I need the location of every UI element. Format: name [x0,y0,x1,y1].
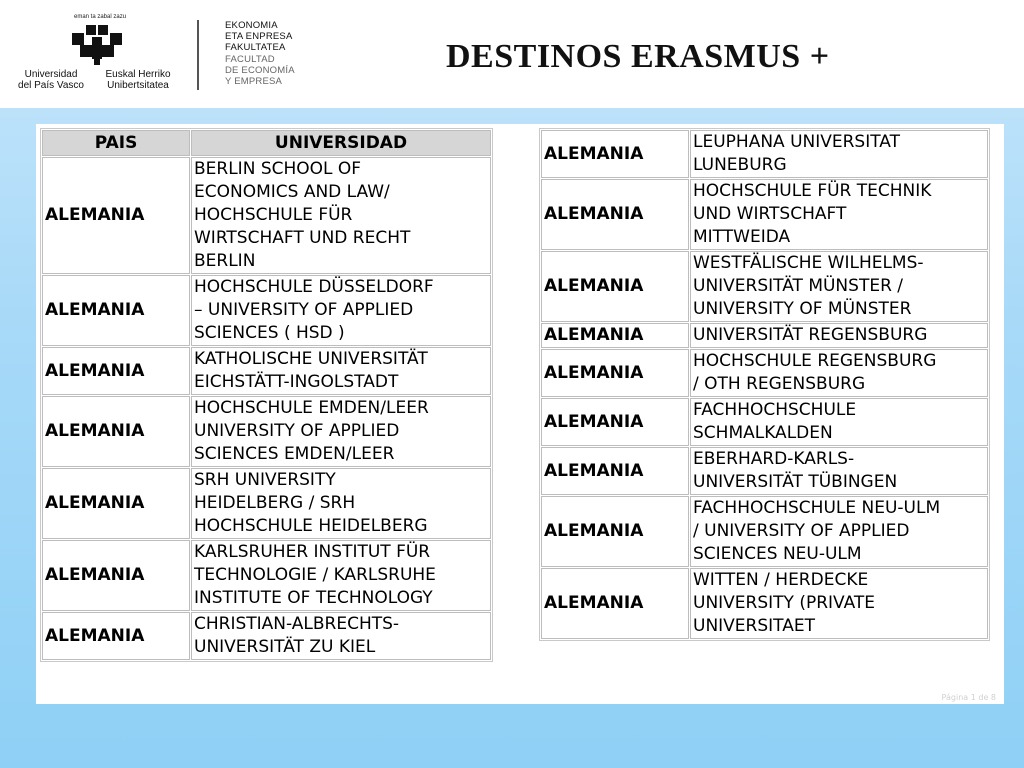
university-name-line: UNIVERSITÄT REGENSBURG [693,325,928,345]
logo-divider [197,20,199,90]
university-cell [191,396,491,467]
country-cell: ALEMANIA [541,251,689,322]
university-name-line: SCIENCES NEU-ULM [693,544,862,564]
upv-motto: eman ta zabal zazu [74,14,127,20]
university-name-line: EICHSTÄTT-INGOLSTADT [194,372,399,392]
university-name-line: HOCHSCHULE DÜSSELDORF [194,277,434,297]
slide-title: DESTINOS ERASMUS + [446,38,830,75]
table-row [541,251,988,322]
university-cell [690,398,988,446]
country-cell: ALEMANIA [541,398,689,446]
country-cell: ALEMANIA [42,612,190,660]
table-row [541,398,988,446]
university-name-line: FACHHOCHSCHULE NEU-ULM [693,498,941,518]
university-name-line: LUNEBURG [693,155,787,175]
university-name-line: BERLIN [194,251,256,271]
country-cell: ALEMANIA [541,130,689,178]
university-cell [690,349,988,397]
country-cell: ALEMANIA [42,396,190,467]
university-cell [191,468,491,539]
country-cell: ALEMANIA [42,540,190,611]
table-row [42,396,491,467]
university-name-line: HOCHSCHULE FÜR TECHNIK [693,181,932,201]
university-name-line: WIRTSCHAFT UND RECHT [194,228,411,248]
slide-header [0,0,1024,108]
column-header-universidad: UNIVERSIDAD [191,130,491,156]
faculty-name-es: FACULTAD DE ECONOMÍA Y EMPRESA [225,54,295,87]
country-cell: ALEMANIA [42,157,190,274]
universities-table-right [539,128,990,641]
faculty-name-eu: EKONOMIA ETA ENPRESA FAKULTATEA [225,20,293,53]
university-name-line: BERLIN SCHOOL OF [194,159,362,179]
university-cell [191,540,491,611]
university-cell [191,347,491,395]
country-cell: ALEMANIA [541,568,689,639]
university-name-line: SRH UNIVERSITY [194,470,336,490]
upv-name-es: Universidad del País Vasco [18,69,84,91]
university-name-line: CHRISTIAN-ALBRECHTS- [194,614,400,634]
university-name-line: EBERHARD-KARLS- [693,449,855,469]
country-cell: ALEMANIA [42,468,190,539]
university-name-line: INSTITUTE OF TECHNOLOGY [194,588,433,608]
university-name-line: ECONOMICS AND LAW/ [194,182,390,202]
university-name-line: KATHOLISCHE UNIVERSITÄT [194,349,428,369]
university-name-line: UND WIRTSCHAFT [693,204,847,224]
university-name-line: – UNIVERSITY OF APPLIED [194,300,414,320]
university-name-line: KARLSRUHER INSTITUT FÜR [194,542,431,562]
university-cell [191,612,491,660]
upv-name-eu: Euskal Herriko Unibertsitatea [105,69,171,91]
table-row [42,612,491,660]
university-cell [191,157,491,274]
university-name-line: HOCHSCHULE FÜR [194,205,353,225]
page-number-footer: Página 1 de 8 [941,693,996,702]
country-cell: ALEMANIA [42,347,190,395]
table-row [541,568,988,639]
document-page [36,124,1004,704]
column-header-pais: PAIS [42,130,190,156]
upv-logo [10,14,180,94]
university-name-line: SCIENCES EMDEN/LEER [194,444,395,464]
university-name-line: TECHNOLOGIE / KARLSRUHE [194,565,436,585]
university-name-line: / UNIVERSITY OF APPLIED [693,521,910,541]
table-row [541,130,988,178]
university-name-line: HOCHSCHULE EMDEN/LEER [194,398,429,418]
table-row [42,540,491,611]
university-name-line: UNIVERSITÄT ZU KIEL [194,637,376,657]
university-name-line: WESTFÄLISCHE WILHELMS- [693,253,924,273]
upv-tree-emblem-icon [70,23,124,65]
university-name-line: FACHHOCHSCHULE [693,400,857,420]
table-row [541,447,988,495]
university-name-line: UNIVERSITY OF APPLIED [194,421,400,441]
country-cell: ALEMANIA [541,496,689,567]
country-cell: ALEMANIA [541,323,689,348]
university-cell [690,447,988,495]
university-cell [690,568,988,639]
university-name-line: SCHMALKALDEN [693,423,833,443]
country-cell: ALEMANIA [541,349,689,397]
table-row [541,179,988,250]
university-name-line: UNIVERSITAET [693,616,815,636]
table-row [42,157,491,274]
universities-table-left [40,128,493,662]
table-row [541,496,988,567]
country-cell: ALEMANIA [541,447,689,495]
university-name-line: HEIDELBERG / SRH [194,493,356,513]
university-cell [690,130,988,178]
country-cell: ALEMANIA [541,179,689,250]
university-name-line: UNIVERSITÄT TÜBINGEN [693,472,898,492]
table-row [541,323,988,348]
university-name-line: UNIVERSITÄT MÜNSTER / [693,276,904,296]
university-name-line: LEUPHANA UNIVERSITAT [693,132,900,152]
table-row [541,349,988,397]
university-name-line: HOCHSCHULE REGENSBURG [693,351,937,371]
university-cell [191,275,491,346]
university-name-line: MITTWEIDA [693,227,791,247]
university-name-line: WITTEN / HERDECKE [693,570,869,590]
university-name-line: / OTH REGENSBURG [693,374,866,394]
table-row [42,275,491,346]
table-header-row [42,130,491,156]
university-cell [690,179,988,250]
university-cell [690,251,988,322]
university-cell [690,496,988,567]
university-name-line: UNIVERSITY OF MÜNSTER [693,299,912,319]
country-cell: ALEMANIA [42,275,190,346]
university-name-line: HOCHSCHULE HEIDELBERG [194,516,428,536]
university-name-line: SCIENCES ( HSD ) [194,323,345,343]
table-row [42,468,491,539]
table-row [42,347,491,395]
university-name-line: UNIVERSITY (PRIVATE [693,593,876,613]
university-cell [690,323,988,348]
